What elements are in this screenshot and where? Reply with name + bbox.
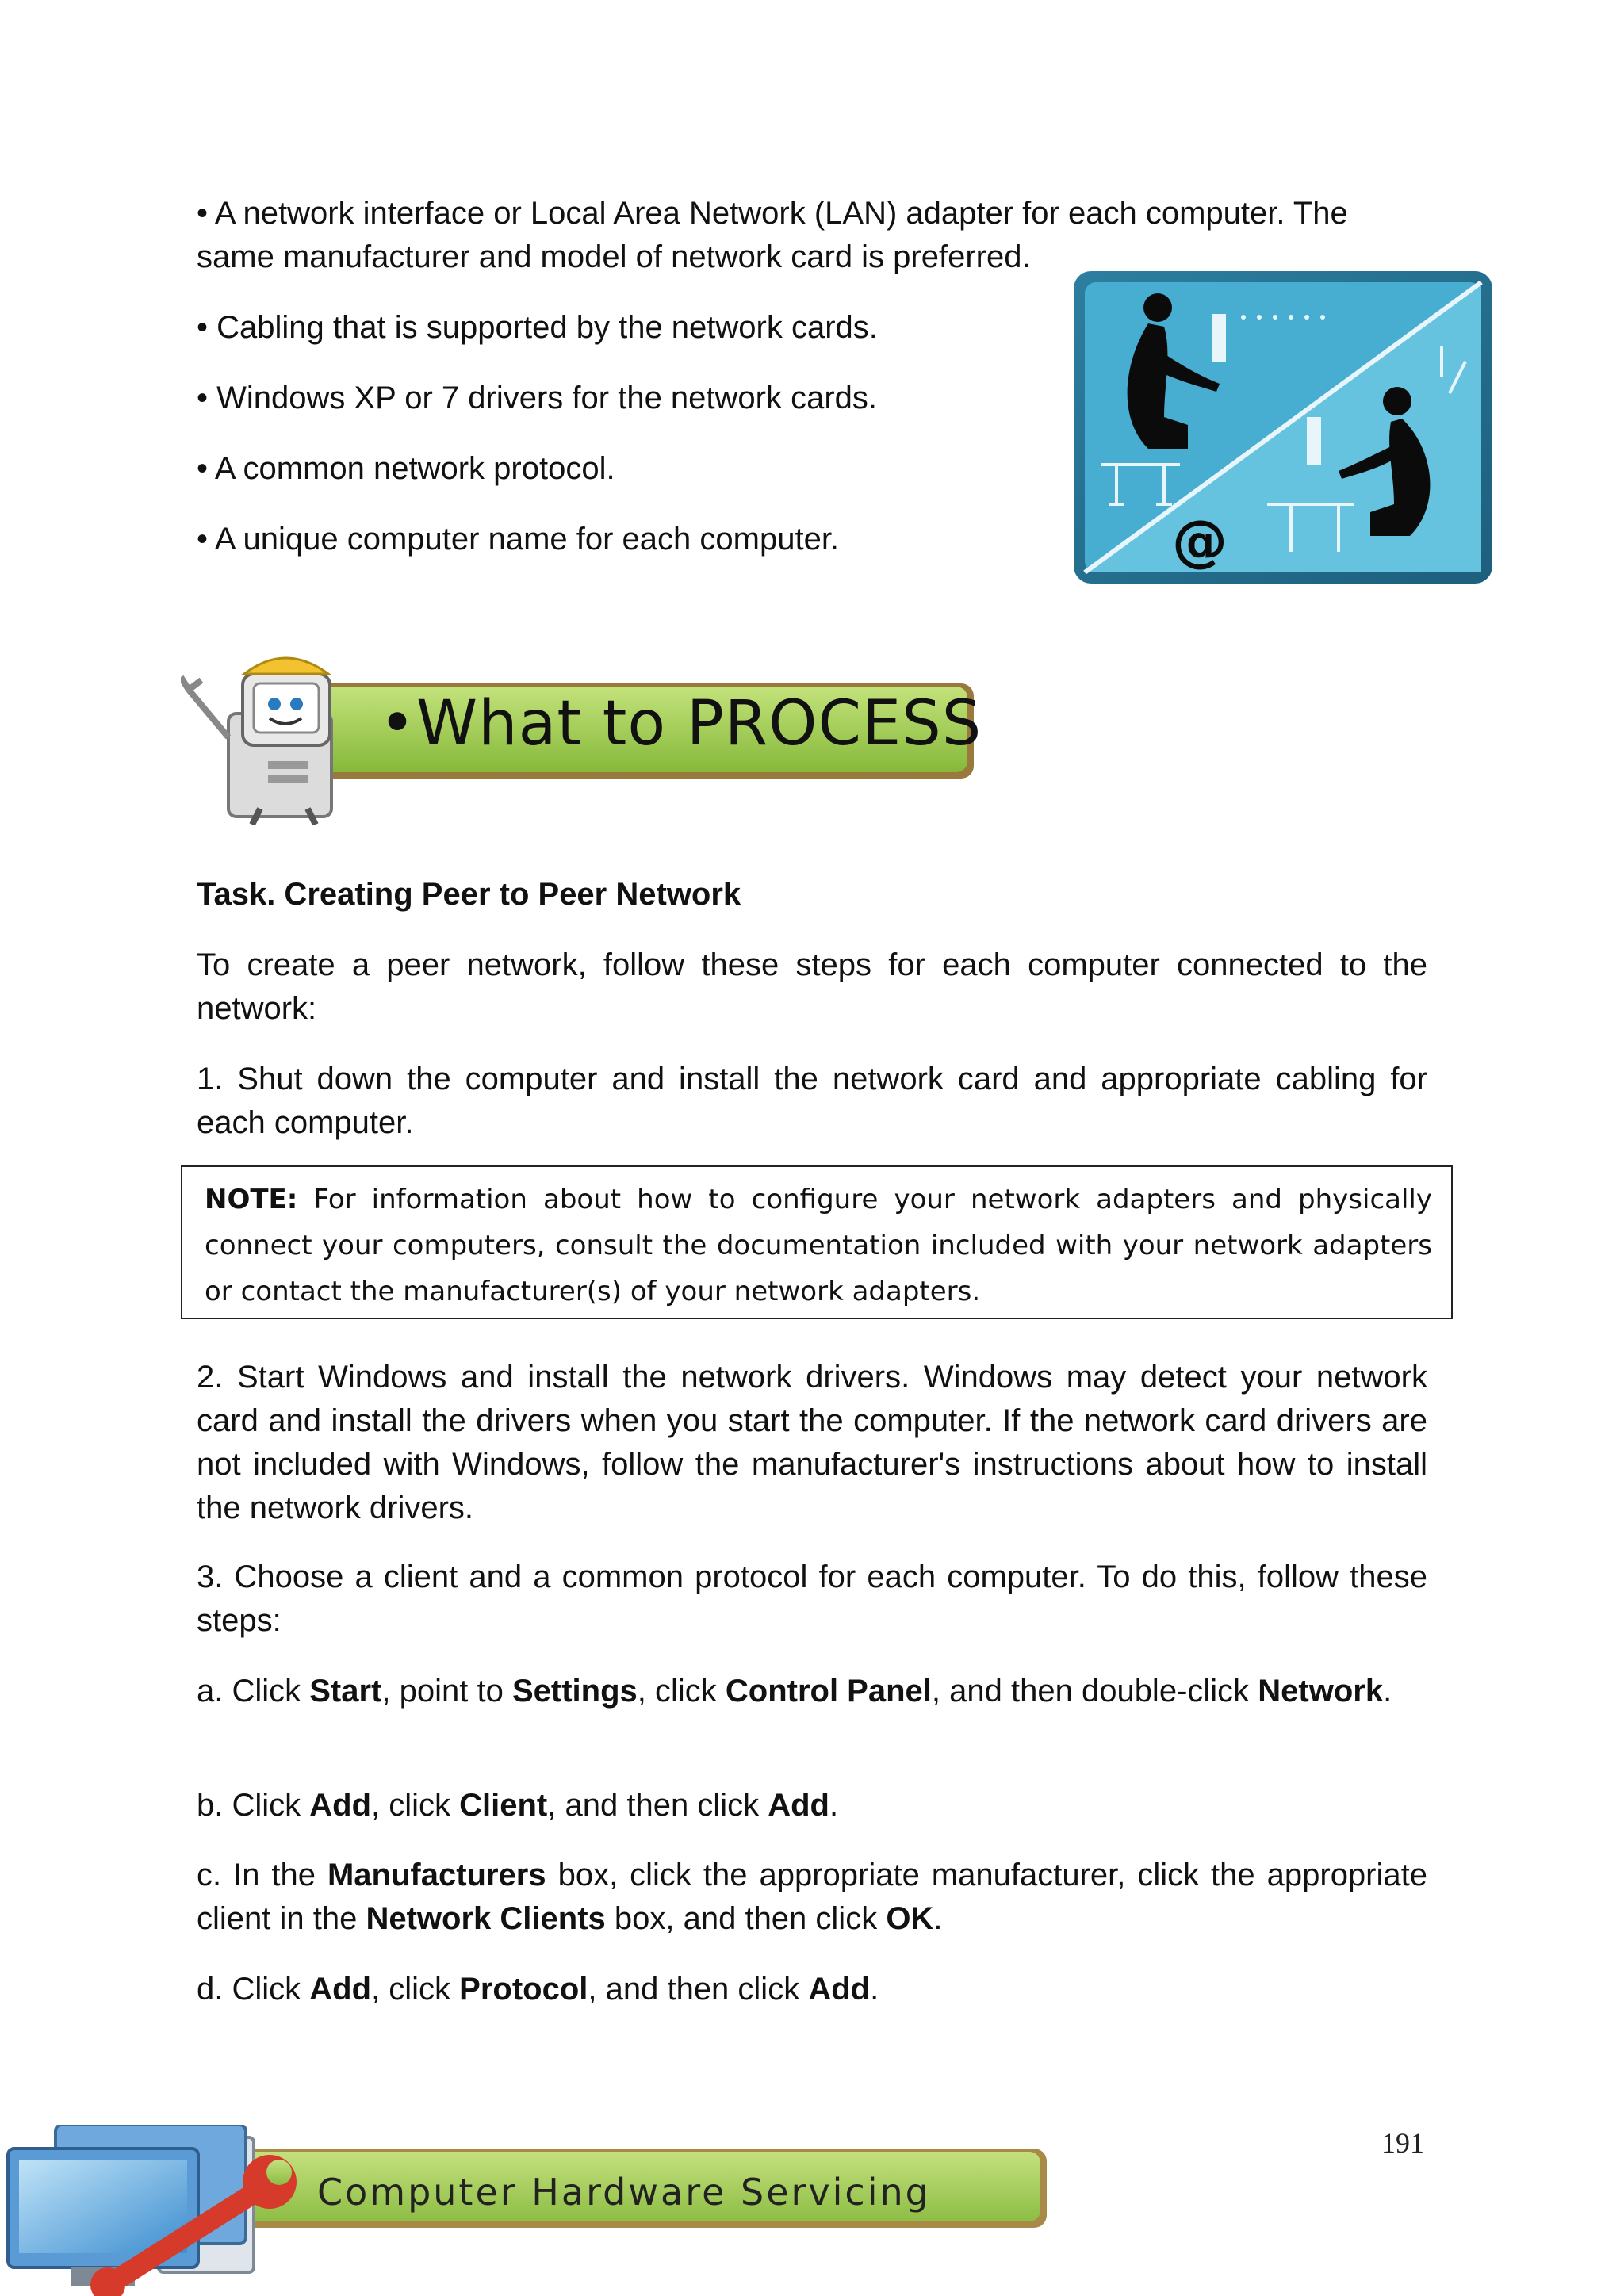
note-body: For information about how to configure your network adapters and physically connect your computers, consult the documentation included with your network adapters or contact the manufacturer(s) of your network adapters.	[205, 1184, 1432, 1307]
menu-term-add: Add	[309, 1972, 372, 2007]
step-3d	[197, 1968, 1427, 2011]
text-run: , and then double-click	[931, 1674, 1258, 1709]
at-symbol: @	[1172, 508, 1228, 573]
text-run: b. Click	[197, 1788, 310, 1823]
menu-term-network: Network	[1258, 1674, 1384, 1709]
step-1: 1. Shut down the computer and install the network card and appropriate cabling for each computer.	[197, 1062, 1427, 1140]
text-run: , click	[637, 1674, 726, 1709]
step-3b	[197, 1784, 1427, 1827]
list-item: • A network interface or Local Area Network (LAN) adapter for each computer. The same manufacturer and model of network card is preferred.	[197, 196, 1348, 274]
text-run: d. Click	[197, 1972, 310, 2007]
text-run: , point to	[381, 1674, 512, 1709]
menu-term-protocol: Protocol	[459, 1972, 588, 2007]
step-2: 2. Start Windows and install the network drivers. Windows may detect your network card and install the drivers when you start the computer. If the network card drivers are not included with Windows, follow the manufacturer's instructions about how to install the network drivers.	[197, 1360, 1427, 1525]
text-run: .	[829, 1788, 839, 1823]
menu-term-add: Add	[768, 1788, 829, 1823]
step-3a	[197, 1670, 1427, 1713]
text-run: .	[870, 1972, 879, 2007]
step-3c	[197, 1854, 1427, 1941]
menu-term-start: Start	[309, 1674, 382, 1709]
task-intro: To create a peer network, follow these steps for each computer connected to the network:	[197, 947, 1427, 1026]
footer-label: Computer Hardware Servicing	[317, 2171, 931, 2214]
menu-term-manufacturers: Manufacturers	[327, 1858, 546, 1892]
task-title: Task. Creating Peer to Peer Network	[197, 877, 741, 912]
text-run: box, click the appropriate manufacturer, click the appropriate client in the	[197, 1858, 1427, 1936]
text-run: a. Click	[197, 1674, 310, 1709]
list-item: • A unique computer name for each computer.	[197, 522, 840, 557]
menu-term-network-clients: Network Clients	[366, 1901, 606, 1936]
text-run: box, and then click	[605, 1901, 887, 1936]
list-item: • Cabling that is supported by the network cards.	[197, 310, 878, 345]
list-item: • A common network protocol.	[197, 451, 615, 486]
step-3: 3. Choose a client and a common protocol for each computer. To do this, follow these steps:	[197, 1559, 1427, 1638]
note-label: NOTE:	[205, 1184, 298, 1215]
menu-term-control-panel: Control Panel	[725, 1674, 932, 1709]
text-run: .	[1383, 1674, 1392, 1709]
note-text	[205, 1177, 1432, 1314]
page-number: 191	[1381, 2127, 1424, 2159]
menu-term-settings: Settings	[511, 1674, 638, 1709]
menu-term-client: Client	[459, 1788, 548, 1823]
text-run: , and then click	[588, 1972, 809, 2007]
peer-network-illustration	[1069, 266, 1497, 588]
text-run: , and then click	[547, 1788, 768, 1823]
text-run: .	[933, 1901, 943, 1936]
robot-mascot-icon	[181, 658, 331, 825]
menu-term-add: Add	[808, 1972, 871, 2007]
text-run: c. In the	[197, 1858, 327, 1892]
text-run: , click	[371, 1788, 460, 1823]
menu-term-add: Add	[309, 1788, 372, 1823]
menu-term-ok: OK	[886, 1901, 934, 1936]
list-item: • Windows XP or 7 drivers for the network cards.	[197, 381, 878, 415]
text-run: , click	[371, 1972, 460, 2007]
banner-label: •What to PROCESS	[379, 688, 982, 760]
note-box	[181, 1165, 1453, 1319]
